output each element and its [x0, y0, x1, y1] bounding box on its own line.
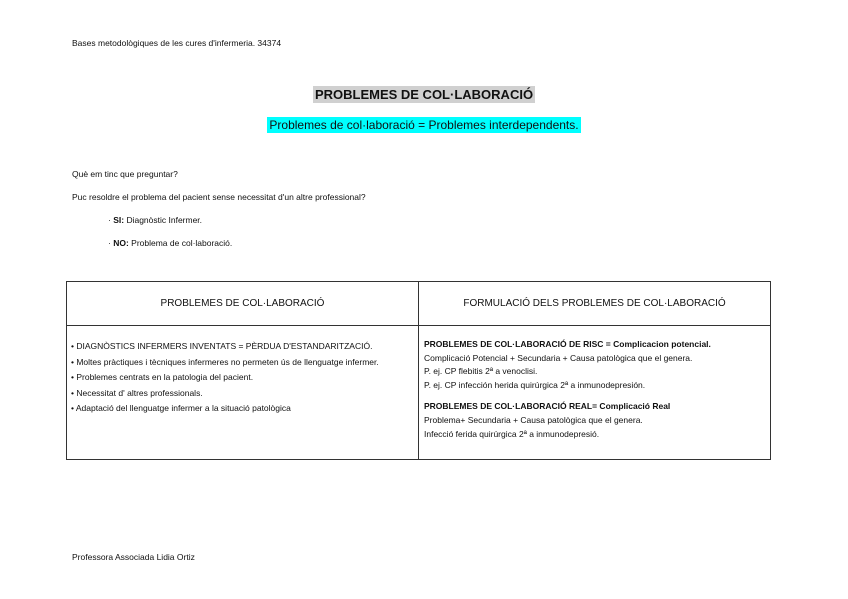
spacer	[424, 392, 766, 400]
risk-title: PROBLEMES DE COL·LABORACIÓ DE RISC = Complicacion potencial.	[424, 339, 711, 349]
page-title: PROBLEMES DE COL·LABORACIÓ	[314, 87, 534, 102]
document-footer: Professora Associada Lidia Ortiz	[72, 552, 195, 562]
option-no-prefix: ·	[108, 238, 114, 248]
question-2: Puc resoldre el problema del pacient sense necessitat d'un altre professional?	[72, 192, 366, 202]
list-item: • Necessitat d' altres professionals.	[71, 387, 203, 398]
table-header-row	[67, 282, 771, 326]
page-subtitle: Problemes de col·laboració = Problemes interdependents.	[269, 118, 579, 132]
option-si	[108, 215, 202, 225]
option-si-prefix: ·	[108, 215, 114, 225]
collaboration-problems-table	[66, 281, 771, 460]
page-title-block	[0, 86, 848, 104]
real-line: Infecció ferida quirúrgica 2ª a inmunodepresió.	[424, 428, 600, 439]
real-line: Problema+ Secundaria + Causa patològica que el genera.	[424, 414, 643, 425]
option-no	[108, 238, 232, 248]
list-item: • Adaptació del llenguatge infermer a la situació patològica	[71, 403, 291, 413]
risk-line: P. ej. CP flebitis 2ª a venoclisi.	[424, 366, 538, 377]
list-item: • Problemes centrats en la patologia del pacient.	[71, 372, 254, 382]
option-no-text: Problema de col·laboració.	[128, 238, 233, 248]
table-row	[67, 326, 771, 460]
subtitle-block	[0, 116, 848, 134]
list-item: • DIAGNÒSTICS INFERMERS INVENTATS = PÈRDUA D'ESTANDARITZACIÓ.	[71, 341, 373, 351]
risk-line: P. ej. CP infección herida quirúrgica 2ª a inmunodepresión.	[424, 379, 646, 390]
table-header-left: PROBLEMES DE COL·LABORACIÓ	[67, 282, 419, 326]
risk-line: Complicació Potencial + Secundaria + Causa patològica que el genera.	[424, 352, 693, 363]
option-si-text: Diagnòstic Infermer.	[124, 215, 203, 225]
list-item: • Moltes pràctiques i tècniques infermeres no permeten ús de llenguatge infermer.	[71, 356, 379, 367]
document-header: Bases metodològiques de les cures d'infermeria. 34374	[72, 38, 282, 48]
left-cell	[67, 326, 419, 460]
option-no-label: NO:	[113, 238, 129, 248]
table-header-right: FORMULACIÓ DELS PROBLEMES DE COL·LABORACIÓ	[419, 282, 771, 326]
question-1: Què em tinc que preguntar?	[72, 169, 178, 179]
real-title: PROBLEMES DE COL·LABORACIÓ REAL= Complicació Real	[424, 401, 671, 412]
right-cell	[419, 326, 771, 460]
option-si-label: SI:	[113, 215, 125, 225]
